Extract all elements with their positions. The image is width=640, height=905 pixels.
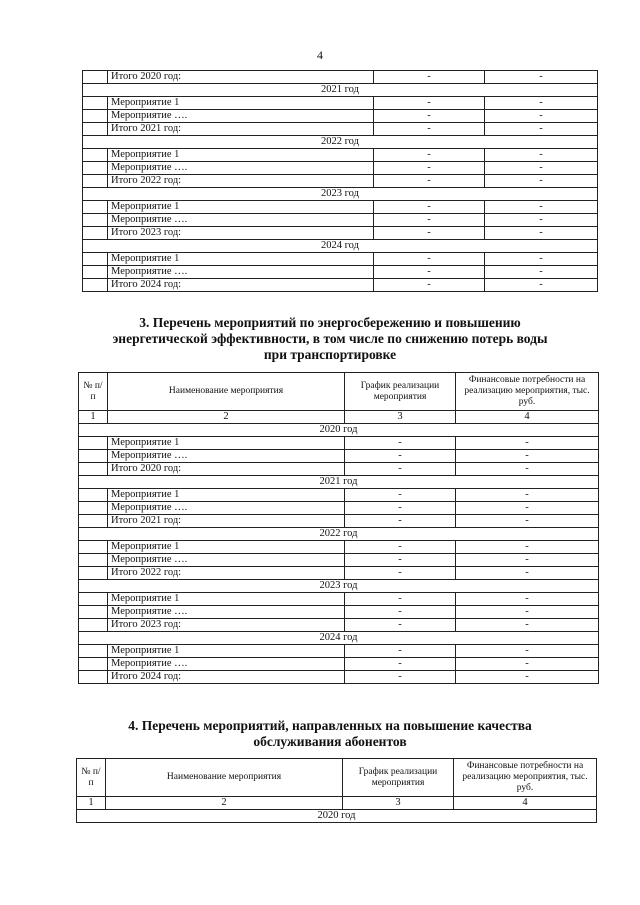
year-row (77, 810, 597, 823)
row-name: Итого 2021 год: (108, 123, 374, 136)
table-row (83, 279, 598, 292)
table-header (79, 373, 599, 411)
table-row (83, 71, 598, 84)
year-label: 2021 год (79, 476, 599, 489)
row-finance: - (485, 71, 598, 84)
header-num: № п/п (79, 373, 108, 411)
header-name: Наименование мероприятия (108, 373, 345, 411)
table-row (83, 266, 598, 279)
row-name: Мероприятие 1 (108, 97, 374, 110)
year-row (79, 632, 599, 645)
table-energy-saving (78, 372, 599, 684)
row-name: Итого 2022 год: (108, 175, 374, 188)
table-row (79, 658, 599, 671)
row-finance: - (456, 554, 599, 567)
header-name: Наименование мероприятия (106, 759, 343, 797)
table-row (79, 671, 599, 684)
table-header (77, 759, 597, 797)
row-schedule: - (374, 201, 485, 214)
row-name: Мероприятие …. (108, 214, 374, 227)
row-schedule: - (345, 645, 456, 658)
year-label: 2020 год (77, 810, 597, 823)
row-name: Мероприятие 1 (108, 437, 345, 450)
row-schedule: - (345, 671, 456, 684)
column-numbers: 1 2 3 4 (77, 797, 597, 810)
year-label: 2021 год (83, 84, 598, 97)
row-name: Мероприятие 1 (108, 645, 345, 658)
header-finance: Финансовые потребности на реализацию мероприятия, тыс. руб. (454, 759, 597, 797)
row-schedule: - (345, 658, 456, 671)
year-label: 2022 год (83, 136, 598, 149)
row-schedule: - (345, 593, 456, 606)
table-body (77, 810, 597, 823)
row-name: Мероприятие …. (108, 606, 345, 619)
row-name: Мероприятие …. (108, 450, 345, 463)
row-finance: - (456, 463, 599, 476)
row-schedule: - (374, 149, 485, 162)
row-schedule: - (374, 97, 485, 110)
section-4-title: 4. Перечень мероприятий, направленных на повышение качества обслуживания абонентов (128, 718, 532, 749)
table-row (79, 541, 599, 554)
row-finance: - (456, 489, 599, 502)
row-finance: - (456, 671, 599, 684)
row-name: Итого 2021 год: (108, 515, 345, 528)
row-finance: - (485, 253, 598, 266)
table-body (83, 71, 598, 292)
year-label: 2023 год (83, 188, 598, 201)
row-finance: - (456, 567, 599, 580)
row-finance: - (456, 606, 599, 619)
table-row (83, 227, 598, 240)
section-3-title: 3. Перечень мероприятий по энергосбережению и повышению энергетической эффективности, в том числе по снижению потерь воды при транспортировке (112, 315, 548, 362)
row-finance: - (485, 175, 598, 188)
year-row (83, 84, 598, 97)
row-finance: - (456, 450, 599, 463)
header-schedule: График реализации мероприятия (343, 759, 454, 797)
table-row (79, 463, 599, 476)
row-finance: - (485, 266, 598, 279)
row-finance: - (456, 619, 599, 632)
year-row (79, 528, 599, 541)
year-label: 2023 год (79, 580, 599, 593)
header-schedule: График реализации мероприятия (345, 373, 456, 411)
row-name: Мероприятие 1 (108, 489, 345, 502)
row-name: Мероприятие 1 (108, 201, 374, 214)
row-name: Итого 2023 год: (108, 227, 374, 240)
row-schedule: - (374, 266, 485, 279)
year-label: 2022 год (79, 528, 599, 541)
header-finance: Финансовые потребности на реализацию мероприятия, тыс. руб. (456, 373, 599, 411)
row-name: Мероприятие 1 (108, 149, 374, 162)
row-finance: - (485, 162, 598, 175)
row-finance: - (456, 437, 599, 450)
table-row (79, 619, 599, 632)
row-schedule: - (345, 463, 456, 476)
row-finance: - (485, 149, 598, 162)
row-schedule: - (374, 253, 485, 266)
row-name: Мероприятие 1 (108, 541, 345, 554)
row-finance: - (456, 645, 599, 658)
row-schedule: - (345, 489, 456, 502)
year-row (83, 240, 598, 253)
row-schedule: - (345, 554, 456, 567)
row-finance: - (456, 541, 599, 554)
row-schedule: - (374, 214, 485, 227)
row-name: Мероприятие …. (108, 110, 374, 123)
table-water-supply-continued (82, 70, 598, 292)
row-schedule: - (345, 606, 456, 619)
row-schedule: - (345, 541, 456, 554)
row-schedule: - (374, 227, 485, 240)
row-finance: - (485, 227, 598, 240)
table-row (83, 97, 598, 110)
row-schedule: - (345, 567, 456, 580)
row-schedule: - (374, 110, 485, 123)
table-row (79, 515, 599, 528)
table-row (79, 593, 599, 606)
row-schedule: - (374, 162, 485, 175)
table-row (83, 162, 598, 175)
table-row (79, 437, 599, 450)
row-schedule: - (374, 123, 485, 136)
row-name: Мероприятие …. (108, 502, 345, 515)
row-finance: - (456, 593, 599, 606)
row-finance: - (485, 201, 598, 214)
row-finance: - (485, 123, 598, 136)
row-schedule: - (374, 71, 485, 84)
table-row (79, 554, 599, 567)
row-name: Итого 2020 год: (108, 463, 345, 476)
row-schedule: - (345, 502, 456, 515)
table-row (83, 123, 598, 136)
row-name: Мероприятие …. (108, 658, 345, 671)
year-label: 2024 год (79, 632, 599, 645)
row-schedule: - (345, 437, 456, 450)
row-name: Мероприятие 1 (108, 253, 374, 266)
row-finance: - (456, 515, 599, 528)
year-row (79, 580, 599, 593)
row-name: Мероприятие 1 (108, 593, 345, 606)
row-name: Итого 2024 год: (108, 279, 374, 292)
table-row (79, 567, 599, 580)
table-row (79, 489, 599, 502)
row-finance: - (456, 658, 599, 671)
table-service-quality (76, 758, 597, 823)
row-name: Итого 2020 год: (108, 71, 374, 84)
table-row (83, 149, 598, 162)
table-row (83, 214, 598, 227)
year-row (83, 136, 598, 149)
row-finance: - (485, 279, 598, 292)
row-finance: - (456, 502, 599, 515)
row-finance: - (485, 97, 598, 110)
row-schedule: - (345, 450, 456, 463)
row-schedule: - (374, 279, 485, 292)
row-name: Мероприятие …. (108, 266, 374, 279)
row-finance: - (485, 214, 598, 227)
table-row (79, 606, 599, 619)
year-label: 2024 год (83, 240, 598, 253)
page-number: 4 (317, 48, 323, 62)
row-finance: - (485, 110, 598, 123)
table-row (83, 201, 598, 214)
header-num: № п/п (77, 759, 106, 797)
year-row (79, 476, 599, 489)
row-name: Итого 2023 год: (108, 619, 345, 632)
row-name: Итого 2022 год: (108, 567, 345, 580)
table-row (79, 502, 599, 515)
row-name: Мероприятие …. (108, 554, 345, 567)
table-body (79, 424, 599, 684)
row-name: Итого 2024 год: (108, 671, 345, 684)
table-row (83, 110, 598, 123)
row-schedule: - (345, 515, 456, 528)
table-row (79, 645, 599, 658)
column-numbers: 1 2 3 4 (79, 411, 599, 424)
row-schedule: - (374, 175, 485, 188)
year-label: 2020 год (79, 424, 599, 437)
row-name: Мероприятие …. (108, 162, 374, 175)
table-row (79, 450, 599, 463)
row-schedule: - (345, 619, 456, 632)
table-row (83, 253, 598, 266)
year-row (83, 188, 598, 201)
table-row (83, 175, 598, 188)
year-row (79, 424, 599, 437)
